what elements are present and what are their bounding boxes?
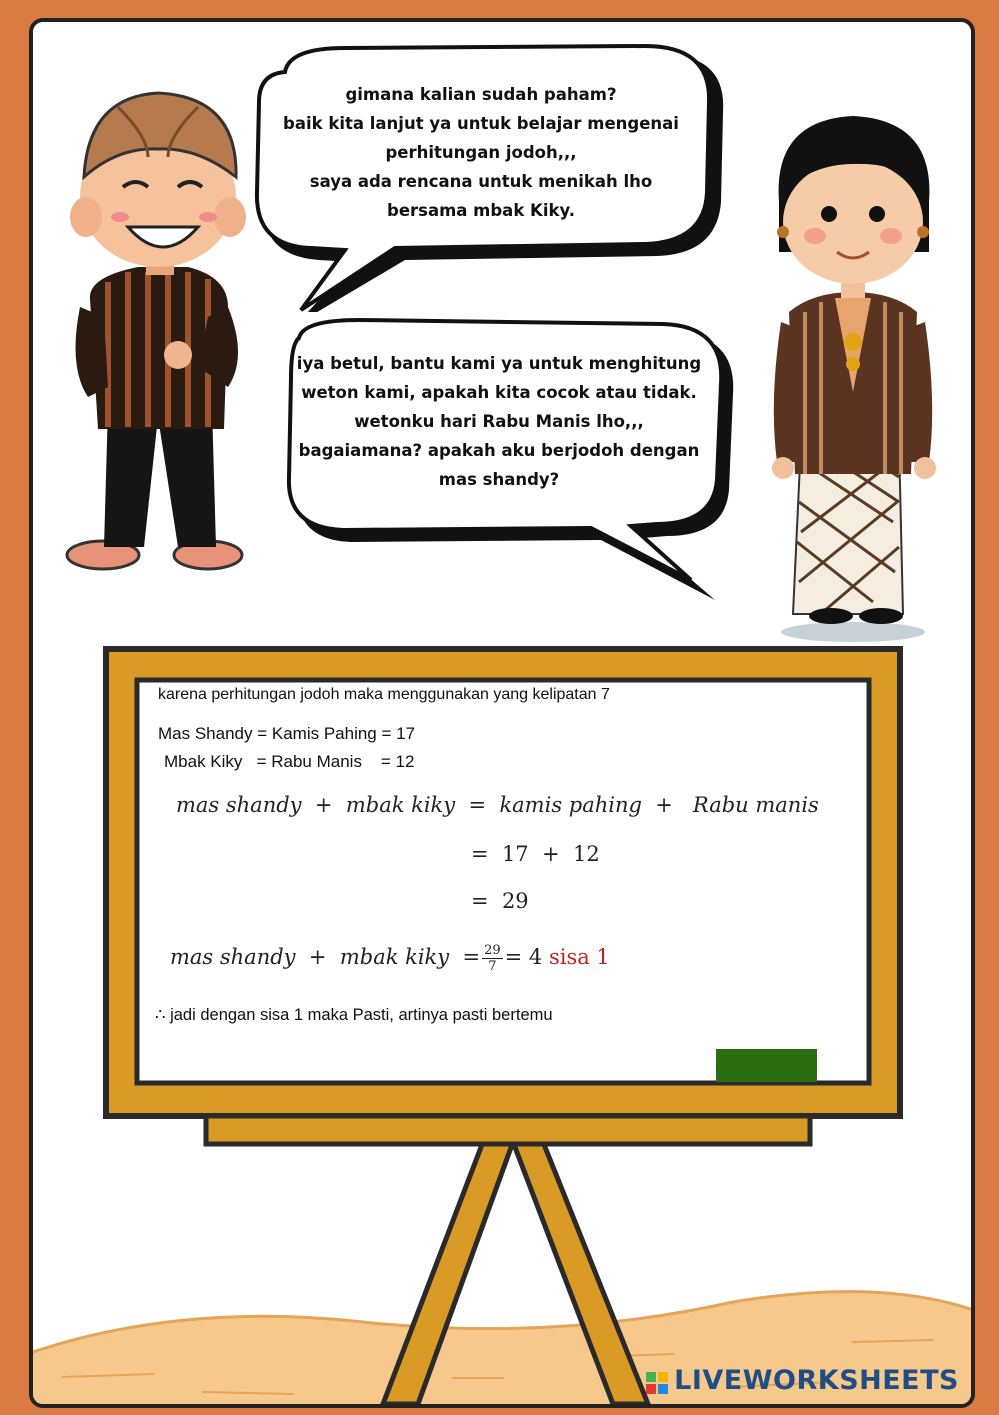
speech-woman-text [279, 349, 719, 494]
equation-4 [170, 934, 610, 980]
equation-4-left: mas shandy + mbak kiky = [170, 945, 481, 969]
worksheet-card [29, 18, 975, 1408]
fraction [482, 943, 503, 974]
brand-name: LIVEWORKSHEETS [674, 1365, 959, 1396]
remainder-label: sisa 1 [548, 945, 610, 969]
brand-logo[interactable] [646, 1365, 959, 1396]
speech-woman-line: weton kami, apakah kita cocok atau tidak. [301, 383, 697, 402]
speech-woman-line: bagaiamana? apakah aku berjodoh dengan [298, 441, 700, 460]
eraser [716, 1049, 817, 1082]
speech-woman-line: wetonku hari Rabu Manis lho,,, [354, 412, 644, 431]
board-line-mas: Mas Shandy = Kamis Pahing = 17 [158, 724, 416, 743]
brand-logo-icon [646, 1370, 668, 1392]
equation-4-right: = 4 [504, 945, 543, 969]
speech-man-line: gimana kalian sudah paham? [345, 85, 617, 104]
easel-legs [363, 1142, 663, 1408]
equation-2: = 17 + 12 [471, 842, 600, 866]
speech-man-line: saya ada rencana untuk menikah lho [309, 172, 653, 191]
board-line-mbak: Mbak Kiky = Rabu Manis = 12 [164, 752, 415, 771]
speech-woman-line: iya betul, bantu kami ya untuk menghitung [296, 354, 702, 373]
man-illustration [48, 67, 248, 587]
speech-man-line: bersama mbak Kiky. [387, 201, 575, 220]
board-intro: karena perhitungan jodoh maka menggunakan yang kelipatan 7 [158, 686, 610, 703]
speech-man-line: baik kita lanjut ya untuk belajar mengenai [283, 114, 679, 133]
fraction-numerator: 29 [484, 943, 501, 958]
board-conclusion: ∴ jadi dengan sisa 1 maka Pasti, artinya pasti bertemu [155, 1006, 553, 1024]
fraction-denominator: 7 [488, 959, 497, 974]
equation-1: mas shandy + mbak kiky = kamis pahing + Rabu manis [176, 793, 819, 817]
speech-woman-line: mas shandy? [438, 470, 560, 489]
equation-3: = 29 [471, 889, 529, 913]
speech-man-line: perhitungan jodoh,,, [385, 143, 577, 162]
speech-man-text [261, 80, 701, 225]
woman-illustration [753, 102, 953, 647]
